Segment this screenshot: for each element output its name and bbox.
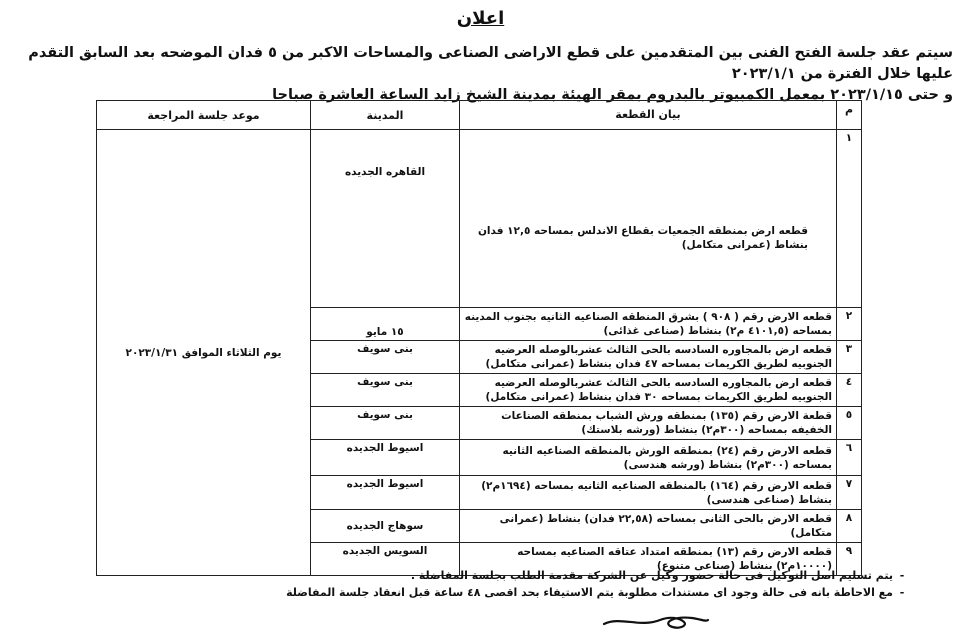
row-number: ١ bbox=[837, 130, 862, 308]
note-item bbox=[51, 584, 911, 601]
row-number: ٣ bbox=[837, 341, 862, 374]
city-cell: بنى سويف bbox=[311, 407, 460, 440]
intro-paragraph bbox=[8, 43, 953, 106]
plot-description: قطعه ارض بمنطقه الجمعيات بقطاع الاندلس بمساحه ١٢,٥ فدان بنشاط (عمرانى متكامل) bbox=[460, 130, 837, 308]
city-cell: بنى سويف bbox=[311, 374, 460, 407]
note-item bbox=[51, 567, 911, 584]
note-bullet: - bbox=[899, 586, 905, 599]
row-number: ٥ bbox=[837, 407, 862, 440]
city-cell: القاهره الجديده bbox=[311, 130, 460, 308]
intro-line-2: و حتى ٢٠٢٣/١/١٥ بمعمل الكمبيوتر بالبدروم بمقر الهيئة بمدينة الشيخ زايد الساعة العاشرة صباحا bbox=[272, 87, 953, 103]
signature-icon bbox=[600, 606, 710, 634]
note-text: مع الاحاطة بانه فى حالة وجود اى مستندات مطلوبة يتم الاستيفاء بحد اقصى ٤٨ ساعة قبل انعقاد جلسة المفاضلة bbox=[286, 586, 893, 599]
header-city: المدينة bbox=[311, 101, 460, 130]
row-number: ٦ bbox=[837, 440, 862, 476]
row-number: ٨ bbox=[837, 510, 862, 543]
note-text: يتم تسليم اصل التوكيل فى حالة حضور وكيل عن الشركة مقدمة الطلب بجلسة المفاضلة . bbox=[410, 569, 893, 582]
page-title: اعلان bbox=[456, 8, 505, 29]
row-number: ٧ bbox=[837, 476, 862, 510]
plot-description: قطعه ارض بالمجاوره السادسه بالحى الثالث عشربالوصله العرضيه الجنوبيه لطريق الكريمات بمساحه ٣٠ فدان بنشاط (عمرانى متكامل) bbox=[460, 374, 837, 407]
city-cell: السويس الجديده bbox=[311, 543, 460, 576]
row-number: ٤ bbox=[837, 374, 862, 407]
city-cell: بنى سويف bbox=[311, 341, 460, 374]
plot-description: قطعه الارض رقم (١٦٤) بالمنطقه الصناعيه الثانيه بمساحه (١٦٩٤م٢) بنشاط (صناعى هندسى) bbox=[460, 476, 837, 510]
plot-description: قطعه الارض رقم (٢٤) بمنطقه الورش بالمنطقه الصناعيه الثانيه بمساحه (٣٠٠م٢) بنشاط (ورشه هندسى) bbox=[460, 440, 837, 476]
plot-description: قطعه الارض بالحى الثانى بمساحه (٢٢,٥٨ فدان) بنشاط (عمرانى متكامل) bbox=[460, 510, 837, 543]
header-review-date: موعد جلسة المراجعة bbox=[97, 101, 311, 130]
plot-description: قطعه الارض رقم ( ٩٠٨ ) بشرق المنطقه الصناعيه الثانيه بجنوب المدينه بمساحه (٤١٠١,٥ م٢) بنشاط (صناعى غذائى) bbox=[460, 308, 837, 341]
table-row bbox=[97, 130, 862, 308]
plot-description: قطعه الارض رقم (١٣) بمنطقه امتداد عتاقه الصناعيه بمساحه (١٠٠٠٠م٢) بنشاط (صناعى متنوع) bbox=[460, 543, 837, 576]
row-number: ٩ bbox=[837, 543, 862, 576]
header-num: م bbox=[837, 101, 862, 130]
plots-table bbox=[96, 100, 862, 576]
plot-description: قطعه ارض بالمجاوره السادسه بالحى الثالث عشربالوصله العرضيه الجنوبيه لطريق الكريمات بمساحه ٤٧ فدان بنشاط (عمرانى متكامل) bbox=[460, 341, 837, 374]
note-bullet: - bbox=[899, 569, 905, 582]
plot-description: قطعة الارض رقم (١٣٥) بمنطقه ورش الشباب بمنطقه الصناعات الخفيفه بمساحه (٣٠٠م٢) بنشاط (ورشه بلاستك) bbox=[460, 407, 837, 440]
city-cell: سوهاج الجديده bbox=[311, 510, 460, 543]
city-cell: اسيوط الجديده bbox=[311, 476, 460, 510]
row-number: ٢ bbox=[837, 308, 862, 341]
header-description: بيان القطعة bbox=[460, 101, 837, 130]
notes-list bbox=[51, 567, 911, 601]
city-cell: ١٥ مايو bbox=[311, 308, 460, 341]
signature-mark bbox=[600, 606, 710, 638]
table-header-row bbox=[97, 101, 862, 130]
intro-line-1: سيتم عقد جلسة الفتح الفنى بين المتقدمين على قطع الاراضى الصناعى والمساحات الاكبر من ٥ فدان الموضحه بعد السابق التقدم عليها خلال الفترة من ٢٠٢٣/١/١ bbox=[28, 45, 953, 82]
city-cell: اسيوط الجديده bbox=[311, 440, 460, 476]
review-date-cell: يوم الثلاثاء الموافق ٢٠٢٣/١/٣١ bbox=[97, 130, 311, 576]
